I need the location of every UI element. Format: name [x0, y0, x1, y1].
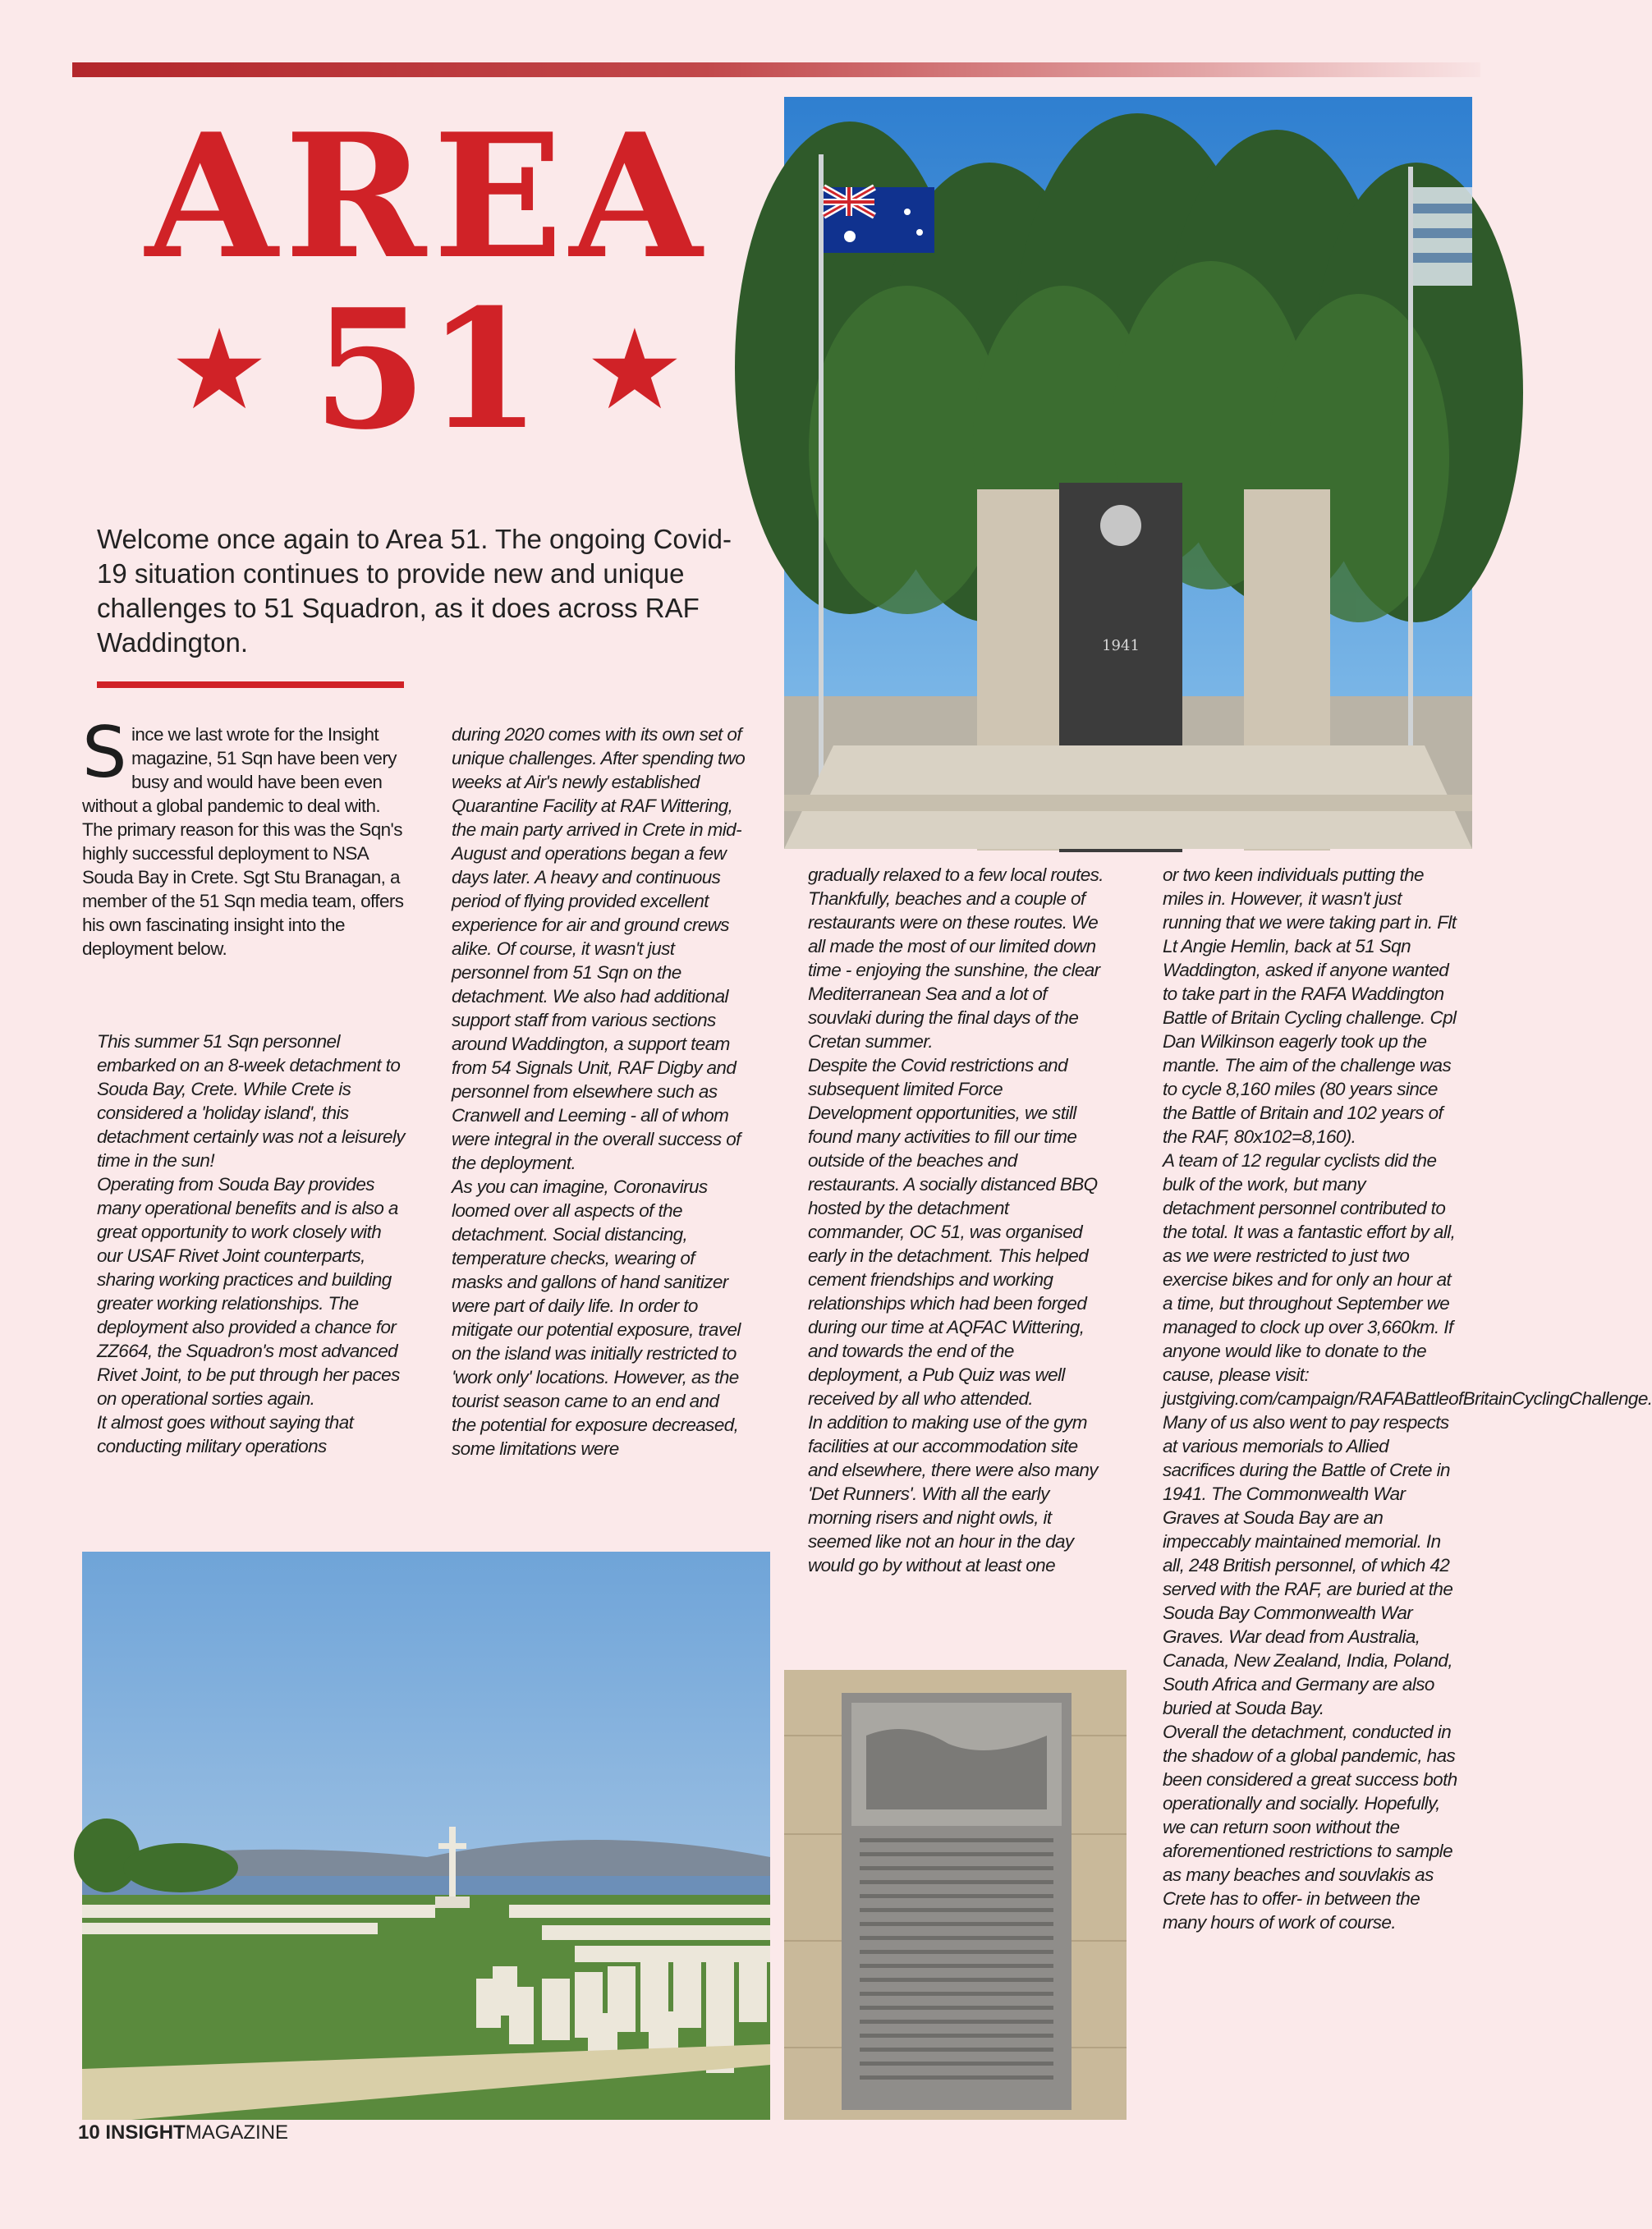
star-icon-left: ★	[175, 312, 264, 428]
page-number: 10	[78, 2121, 100, 2144]
article-column-2	[452, 722, 747, 1461]
paragraph: Despite the Covid restrictions and subsequent limited Force Development opportunities, we still found many activities to fill our time outside of the beaches and restaurants. A socially distanced BBQ hosted by the detachment commander, OC 51, was organised early in the detachment. This helped cement friendships and working relationships which had been forged during our time at AQFAC Wittering, and towards the end of the deployment, a Pub Quiz was well received by all who attended.	[808, 1055, 1098, 1409]
memorial-plaque-photo	[784, 1670, 1127, 2120]
star-icon-right: ★	[590, 312, 679, 428]
article-column-4	[1163, 863, 1652, 1934]
article-column-1	[82, 712, 411, 961]
paragraph: As you can imagine, Coronavirus loomed over all aspects of the detachment. Social distancing, temperature checks, wearing of masks and gallons of hand sanitizer were part of daily life. In order to mitigate our potential exposure, travel on the island was initially restricted to 'work only' locations. However, as the tourist season came to an end and the potential for exposure decreased, some limitations were	[452, 1176, 741, 1459]
article-column-3	[808, 863, 1104, 1577]
article-column-1-body	[97, 1030, 409, 1458]
section-title	[123, 97, 731, 466]
paragraph: or two keen individuals putting the miles in. However, it wasn't just running that we were taking part in. Flt Lt Angie Hemlin, back at 51 Sqn Waddington, asked if anyone wanted to take part in the RAFA Waddington Battle of Britain Cycling challenge. Cpl Dan Wilkinson eagerly took up the mantle. The aim of the challenge was to cycle 8,160 miles (80 years since the Battle of Britain and 102 years of the RAF, 80x102=8,160).	[1163, 865, 1457, 1147]
paragraph: Overall the detachment, conducted in the shadow of a global pandemic, has been considered a great success both operationally and socially. Hopefully, we can return soon without the aforementioned restrictions to sample as many beaches and souvlakis as Crete has to offer- in between the many hours of work of course.	[1163, 1722, 1457, 1933]
memorial-photo	[784, 97, 1472, 849]
paragraph: Many of us also went to pay respects at various memorials to Allied sacrifices during the Battle of Crete in 1941. The Commonwealth War Graves at Souda Bay are an impeccably maintained memorial. In all, 248 British personnel, of which 42 served with the RAF, are buried at the Souda Bay Commonwealth War Graves. War dead from Australia, Canada, New Zealand, India, Poland, South Africa and Germany are also buried at Souda Bay.	[1163, 1412, 1453, 1718]
lead-paragraph: ince we last wrote for the Insight magazine, 51 Sqn have been very busy and would have been even without a global pandemic to deal with. The primary reason for this was the Sqn's highly successful deployment to NSA Souda Bay in Crete. Sgt Stu Branagan, a member of the 51 Sqn media team, offers his own fascinating insight into the deployment below.	[82, 724, 404, 959]
cemetery-photo	[82, 1552, 770, 2120]
paragraph: gradually relaxed to a few local routes. Thankfully, beaches and a couple of restaurants were on these routes. We all made the most of our limited down time - enjoying the sunshine, the clear Mediterranean Sea and a lot of souvlaki during the final days of the Cretan summer.	[808, 865, 1104, 1052]
paragraph: In addition to making use of the gym facilities at our accommodation site and elsewhere, there were also many 'Det Runners'. With all the early morning risers and night owls, it seemed like not an hour in the day would go by without at least one	[808, 1412, 1098, 1575]
memorial-year: 1941	[1102, 637, 1140, 654]
title-row-51	[123, 273, 731, 466]
paragraph: This summer 51 Sqn personnel embarked on an 8-week detachment to Souda Bay, Crete. While Crete is considered a 'holiday island', this detachment certainly was not a leisurely time in the sun!	[97, 1031, 405, 1171]
paragraph: A team of 12 regular cyclists did the bulk of the work, but many detachment personnel contributed to the total. It was a fantastic effort by all, as we were restricted to just two exercise bikes and for only an hour at a time, but throughout September we managed to clock up over 3,660km. If anyone would like to donate to the cause, please visit: justgiving.com/campaign/RAFABattleofBritainCyclingChallenge.	[1163, 1150, 1652, 1409]
drop-cap: S	[82, 712, 126, 794]
brand-bold: INSIGHT	[105, 2121, 186, 2144]
page-footer	[78, 2121, 288, 2144]
brand-light: MAGAZINE	[185, 2121, 289, 2144]
header-gradient-bar	[72, 62, 1480, 77]
intro-paragraph: Welcome once again to Area 51. The ongoing Covid-19 situation continues to provide new and unique challenges to 51 Squadron, as it does across RAF Waddington.	[97, 524, 732, 658]
title-area: AREA	[145, 97, 709, 297]
intro-divider	[97, 681, 404, 688]
title-51: 51	[312, 273, 542, 466]
paragraph: during 2020 comes with its own set of unique challenges. After spending two weeks at Air's newly established Quarantine Facility at RAF Wittering, the main party arrived in Crete in mid-August and operations began a few days later. A heavy and continuous period of flying provided excellent experience for air and ground crews alike. Of course, it wasn't just personnel from 51 Sqn on the detachment. We also had additional support staff from various sections around Waddington, a support team from 54 Signals Unit, RAF Digby and personnel from elsewhere such as Cranwell and Leeming - all of whom were integral in the overall success of the deployment.	[452, 724, 746, 1173]
paragraph: It almost goes without saying that conducting military operations	[97, 1412, 354, 1456]
paragraph: Operating from Souda Bay provides many operational benefits and is also a great opportunity to work closely with our USAF Rivet Joint counterparts, sharing working practices and building greater working relationships. The deployment also provided a chance for ZZ664, the Squadron's most advanced Rivet Joint, to be put through her paces on operational sorties again.	[97, 1174, 400, 1409]
